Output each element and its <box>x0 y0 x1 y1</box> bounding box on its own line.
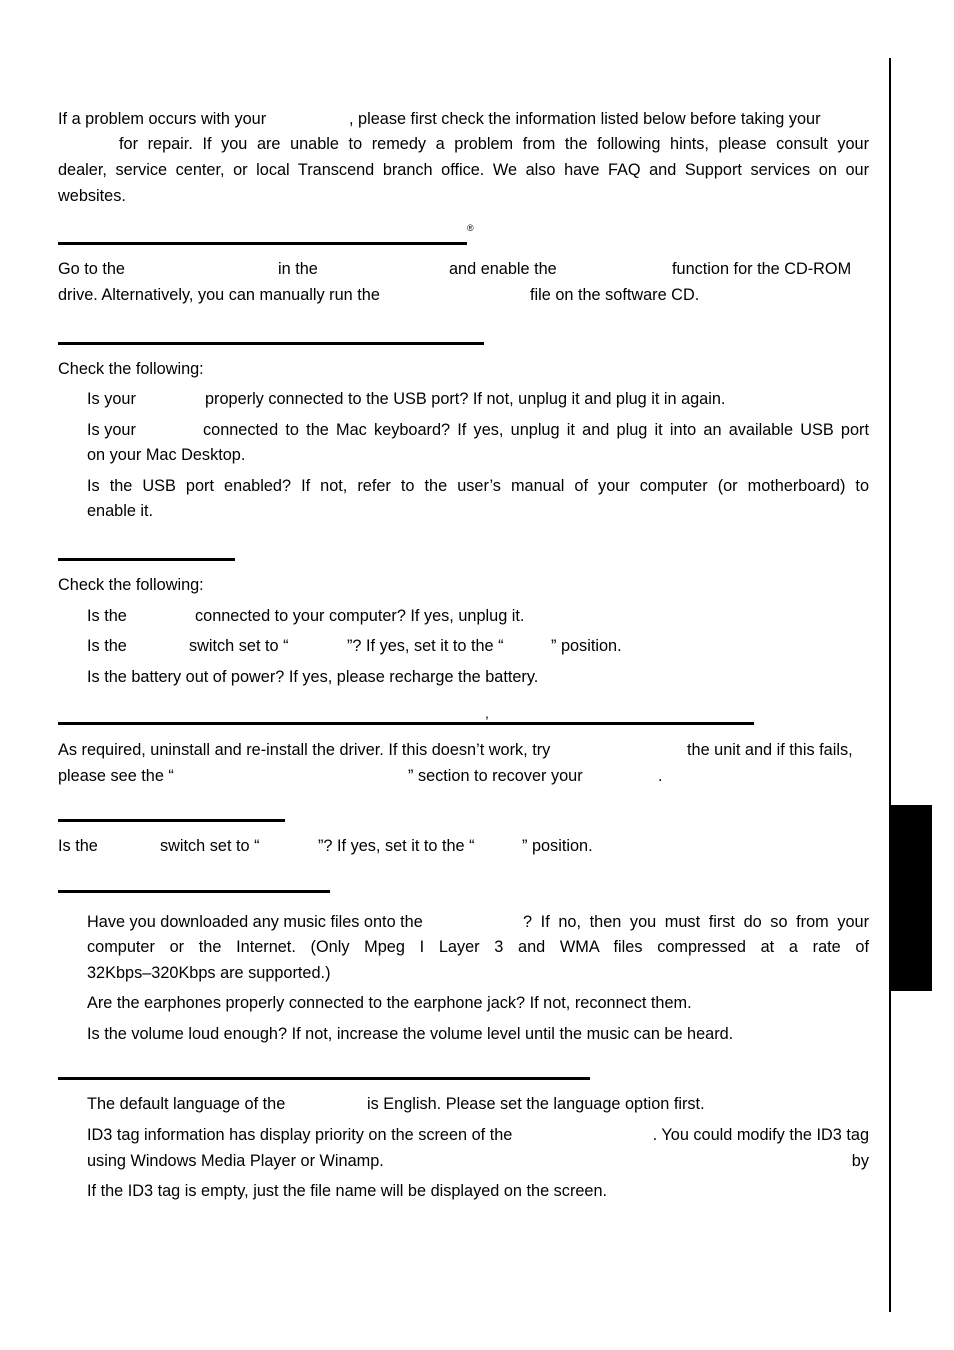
s4-text-c: please see the “ <box>58 767 174 785</box>
s3-item2-d: ” position. <box>551 637 622 655</box>
section3-heading-rule <box>58 558 235 561</box>
s5-text-b: switch set to “ <box>160 837 260 855</box>
intro-line1-a: If a problem occurs with your <box>58 110 267 128</box>
s3-item2-c: ”? If yes, set it to the “ <box>347 637 504 655</box>
s6-item1-d: 32Kbps–320Kbps are supported.) <box>87 964 331 982</box>
s2-intro: Check the following: <box>58 360 204 378</box>
right-margin-rule <box>889 58 891 1312</box>
s3-item2-b: switch set to “ <box>189 637 289 655</box>
s2-item1-a: Is your <box>87 390 136 408</box>
s3-item1-b: connected to your computer? If yes, unplug it. <box>195 607 525 625</box>
s6-item2: Are the earphones properly connected to the earphone jack? If not, reconnect them. <box>87 994 692 1012</box>
s1-text-b: in the <box>278 260 318 278</box>
section4-heading-comma: , <box>485 705 489 721</box>
s6-item1-b: ? If no, then you must first do so from your <box>523 913 869 931</box>
s7-item1-a: The default language of the <box>87 1095 286 1113</box>
section4-heading-rule <box>58 722 754 725</box>
s1-text-a: Go to the <box>58 260 125 278</box>
s4-text-e: . <box>658 767 663 785</box>
s3-item3: Is the battery out of power? If yes, please recharge the battery. <box>87 668 539 686</box>
section1-heading-rule <box>58 242 467 245</box>
s4-text-d: ” section to recover your <box>408 767 583 785</box>
s6-item1-c: computer or the Internet. (Only Mpeg I Layer 3 and WMA files compressed at a rate of <box>87 938 869 956</box>
intro-line3: dealer, service center, or local Transcend branch office. We also have FAQ and Support services on our <box>58 161 869 179</box>
intro-line2: for repair. If you are unable to remedy a problem from the following hints, please consult your <box>119 135 869 153</box>
section5-heading-rule <box>58 819 285 822</box>
s2-item2-c: on your Mac Desktop. <box>87 446 246 464</box>
s7-item2-c: using Windows Media Player or Winamp. <box>87 1152 384 1170</box>
s3-item2-a: Is the <box>87 637 127 655</box>
side-chapter-tab <box>891 805 932 991</box>
s2-item3-b: enable it. <box>87 502 154 520</box>
s2-item2-a: Is your <box>87 421 136 439</box>
section6-heading-rule <box>58 890 330 893</box>
s5-text-c: ”? If yes, set it to the “ <box>318 837 475 855</box>
s4-text-b: the unit and if this fails, <box>687 741 853 759</box>
s1-text-e: drive. Alternatively, you can manually run the <box>58 286 380 304</box>
intro-line1-b: , please first check the information listed below before taking your <box>349 110 821 128</box>
section2-heading-rule <box>58 342 484 345</box>
s4-text-a: As required, uninstall and re-install the driver. If this doesn’t work, try <box>58 741 551 759</box>
s7-item2-b: . You could modify the ID3 tag by <box>652 1126 869 1170</box>
s7-item1-b: is English. Please set the language option first. <box>367 1095 705 1113</box>
registered-mark: ® <box>467 223 474 233</box>
s5-text-a: Is the <box>58 837 98 855</box>
s3-item1-a: Is the <box>87 607 127 625</box>
s2-item3-a: Is the USB port enabled? If not, refer to the user’s manual of your computer (or motherboard) to <box>87 477 869 495</box>
s6-item1-a: Have you downloaded any music files onto the <box>87 913 423 931</box>
intro-line4: websites. <box>58 187 126 205</box>
s5-text-d: ” position. <box>522 837 593 855</box>
s6-item3: Is the volume loud enough? If not, increase the volume level until the music can be heard. <box>87 1025 734 1043</box>
s2-item2-b: connected to the Mac keyboard? If yes, unplug it and plug it into an available USB port <box>203 421 869 439</box>
s1-text-c: and enable the <box>449 260 557 278</box>
s7-item3: If the ID3 tag is empty, just the file name will be displayed on the screen. <box>87 1182 608 1200</box>
s1-text-f: file on the software CD. <box>530 286 700 304</box>
s2-item1-b: properly connected to the USB port? If not, unplug it and plug it in again. <box>205 390 726 408</box>
s1-text-d: function for the CD-ROM <box>672 260 852 278</box>
s3-intro: Check the following: <box>58 576 204 594</box>
section7-heading-rule <box>58 1077 590 1080</box>
s7-item2-a: ID3 tag information has display priority on the screen of the <box>87 1126 513 1144</box>
